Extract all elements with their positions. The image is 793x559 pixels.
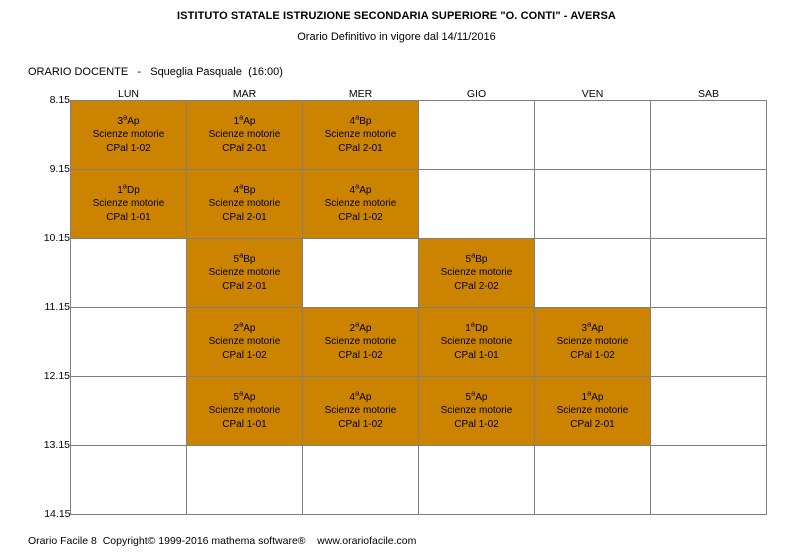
lesson-subject: Scienze motorie (208, 129, 281, 141)
empty-cell[interactable] (651, 308, 767, 377)
lesson-cell[interactable] (187, 377, 303, 446)
time-label: 13.15 (43, 438, 70, 451)
lesson-class: 2$^a$Ap (233, 319, 256, 334)
spacer-cell (535, 515, 651, 526)
empty-cell[interactable] (651, 377, 767, 446)
empty-cell[interactable] (419, 446, 535, 515)
empty-cell[interactable] (535, 170, 651, 239)
lesson-cell[interactable] (303, 170, 419, 239)
lesson-subject: Scienze motorie (324, 405, 397, 417)
lesson-class: 2$^a$Ap (349, 319, 372, 334)
lesson-cell[interactable] (187, 308, 303, 377)
lesson-subject: Scienze motorie (440, 267, 513, 279)
lesson-subject: Scienze motorie (324, 198, 397, 210)
spacer-cell (187, 515, 303, 526)
lesson-room: CPal 2-01 (570, 418, 615, 430)
empty-cell[interactable] (651, 101, 767, 170)
empty-cell[interactable] (419, 101, 535, 170)
lesson-subject: Scienze motorie (208, 405, 281, 417)
lesson-room: CPal 1-02 (338, 349, 383, 361)
timetable-last-label-row (28, 515, 767, 526)
lesson-room: CPal 2-01 (222, 211, 267, 223)
lesson-cell[interactable] (535, 377, 651, 446)
lesson-cell[interactable] (187, 239, 303, 308)
empty-cell[interactable] (651, 446, 767, 515)
spacer-cell (303, 515, 419, 526)
school-title: ISTITUTO STATALE ISTRUZIONE SECONDARIA SUPERIORE "O. CONTI" - AVERSA (177, 10, 616, 22)
lesson-room: CPal 1-01 (222, 418, 267, 430)
day-header-gio: GIO (466, 88, 487, 100)
day-header-sab: SAB (697, 88, 719, 100)
lesson-room: CPal 2-01 (222, 142, 267, 154)
day-header-ven: VEN (581, 88, 604, 100)
day-header-row (28, 84, 767, 101)
empty-cell[interactable] (187, 446, 303, 515)
lesson-cell[interactable] (303, 308, 419, 377)
lesson-room: CPal 1-02 (106, 142, 151, 154)
lesson-cell[interactable] (71, 101, 187, 170)
timetable-row (28, 101, 767, 170)
lesson-room: CPal 2-01 (338, 142, 383, 154)
lesson-subject: Scienze motorie (556, 336, 629, 348)
lesson-room: CPal 2-02 (454, 280, 499, 292)
timetable-grid (28, 84, 767, 525)
lesson-class: 5$^a$Ap (233, 388, 256, 403)
lesson-class: 1$^a$Ap (233, 112, 256, 127)
empty-cell[interactable] (71, 239, 187, 308)
spacer-cell (651, 515, 767, 526)
lesson-subject: Scienze motorie (208, 198, 281, 210)
timetable-row (28, 170, 767, 239)
lesson-subject: Scienze motorie (440, 405, 513, 417)
lesson-room: CPal 1-02 (338, 418, 383, 430)
day-header-lun: LUN (117, 88, 139, 100)
lesson-class: 1$^a$Dp (117, 181, 140, 196)
lesson-cell[interactable] (419, 377, 535, 446)
empty-cell[interactable] (419, 170, 535, 239)
time-label: 12.15 (43, 369, 70, 382)
footer-credits: Orario Facile 8 Copyright© 1999-2016 mathema software® www.orariofacile.com (28, 535, 417, 547)
empty-cell[interactable] (651, 170, 767, 239)
timetable-row (28, 377, 767, 446)
empty-cell[interactable] (535, 239, 651, 308)
lesson-room: CPal 1-02 (222, 349, 267, 361)
document-header (0, 0, 793, 43)
lesson-cell[interactable] (187, 170, 303, 239)
time-label: 9.15 (49, 162, 70, 175)
lesson-subject: Scienze motorie (208, 336, 281, 348)
lesson-room: CPal 1-02 (338, 211, 383, 223)
lesson-subject: Scienze motorie (92, 198, 165, 210)
lesson-subject: Scienze motorie (208, 267, 281, 279)
lesson-class: 5$^a$Bp (465, 250, 488, 265)
lesson-cell[interactable] (71, 170, 187, 239)
spacer-cell (71, 515, 187, 526)
lesson-cell[interactable] (419, 239, 535, 308)
lesson-subject: Scienze motorie (324, 336, 397, 348)
empty-cell[interactable] (303, 239, 419, 308)
lesson-cell[interactable] (535, 308, 651, 377)
lesson-cell[interactable] (303, 101, 419, 170)
empty-cell[interactable] (303, 446, 419, 515)
lesson-cell[interactable] (419, 308, 535, 377)
lesson-room: CPal 1-01 (454, 349, 499, 361)
spacer-cell (419, 515, 535, 526)
lesson-cell[interactable] (303, 377, 419, 446)
timetable-row (28, 308, 767, 377)
lesson-class: 5$^a$Bp (233, 250, 256, 265)
day-header-mer: MER (348, 88, 373, 100)
lesson-subject: Scienze motorie (92, 129, 165, 141)
lesson-class: 3$^a$Ap (117, 112, 140, 127)
lesson-class: 4$^a$Bp (233, 181, 256, 196)
empty-cell[interactable] (651, 239, 767, 308)
lesson-class: 4$^a$Ap (349, 388, 372, 403)
lesson-class: 1$^a$Ap (581, 388, 604, 403)
empty-cell[interactable] (71, 377, 187, 446)
lesson-class: 3$^a$Ap (581, 319, 604, 334)
empty-cell[interactable] (535, 446, 651, 515)
time-label: 11.15 (44, 300, 70, 313)
time-label: 8.15 (49, 93, 70, 106)
schedule-subtitle: Orario Definitivo in vigore dal 14/11/2016 (297, 31, 496, 43)
timetable-row (28, 446, 767, 515)
day-header-mar: MAR (232, 88, 257, 100)
lesson-class: 1$^a$Dp (465, 319, 488, 334)
lesson-room: CPal 1-01 (106, 211, 151, 223)
lesson-subject: Scienze motorie (324, 129, 397, 141)
lesson-room: CPal 2-01 (222, 280, 267, 292)
empty-cell[interactable] (71, 308, 187, 377)
time-label: 10.15 (43, 231, 70, 244)
teacher-line: ORARIO DOCENTE - Squeglia Pasquale (16:00) (28, 66, 283, 78)
lesson-class: 4$^a$Bp (349, 112, 372, 127)
time-label: 14.15 (44, 507, 71, 520)
lesson-class: 4$^a$Ap (349, 181, 372, 196)
empty-cell[interactable] (535, 101, 651, 170)
lesson-class: 5$^a$Ap (465, 388, 488, 403)
timetable-row (28, 239, 767, 308)
lesson-room: CPal 1-02 (570, 349, 615, 361)
empty-cell[interactable] (71, 446, 187, 515)
lesson-cell[interactable] (187, 101, 303, 170)
lesson-subject: Scienze motorie (556, 405, 629, 417)
lesson-room: CPal 1-02 (454, 418, 499, 430)
lesson-subject: Scienze motorie (440, 336, 513, 348)
